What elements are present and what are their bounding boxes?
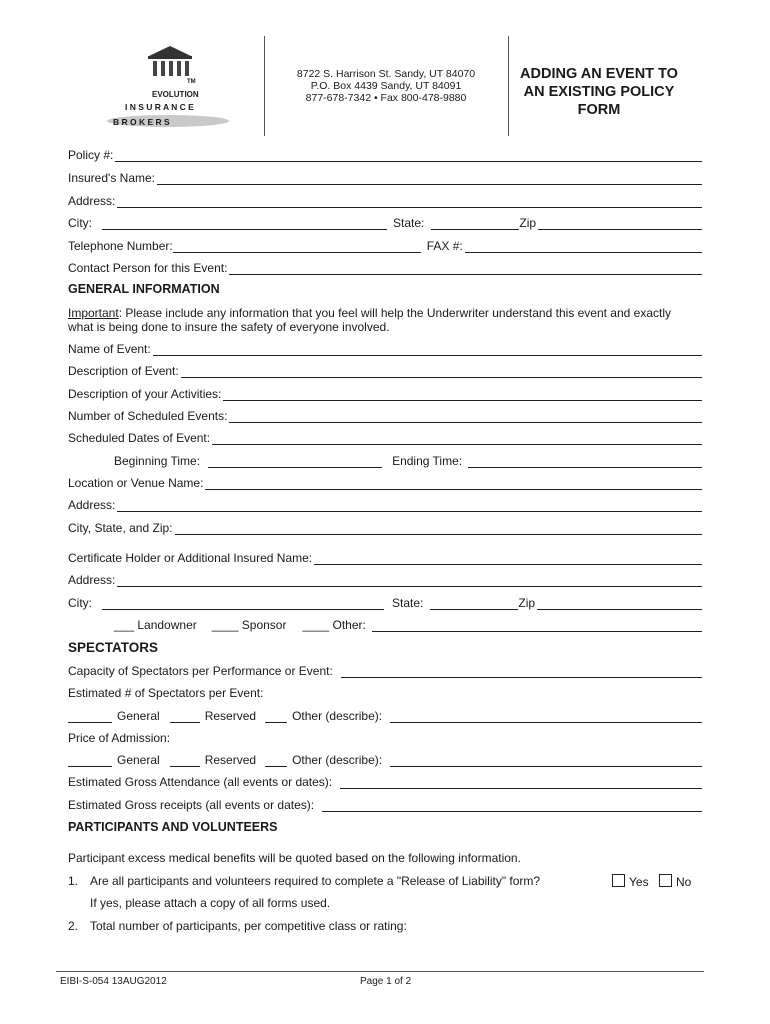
spectators-heading: SPECTATORS	[68, 640, 159, 655]
cert-holder-field[interactable]	[314, 552, 702, 565]
beginning-time-field[interactable]	[208, 455, 382, 468]
venue-address-row	[68, 498, 702, 512]
scheduled-dates-field[interactable]	[212, 432, 702, 445]
logo-tm: TM	[187, 79, 196, 85]
logo-line-brokers: B R O K E R S	[113, 117, 170, 127]
venue-address-label: Address:	[68, 498, 116, 512]
yes-label: Yes	[629, 875, 649, 889]
venue-address-field[interactable]	[117, 499, 702, 512]
sponsor-option[interactable]: ____ Sponsor	[211, 618, 287, 632]
location-row	[68, 476, 702, 490]
page-number: Page 1 of 2	[360, 976, 412, 987]
cert-address-label: Address:	[68, 573, 116, 587]
state-label: State:	[393, 216, 425, 230]
reserved-price-label: Reserved	[204, 753, 257, 767]
address-label: Address:	[68, 194, 116, 208]
other-describe-label: Other (describe):	[292, 709, 383, 723]
cert-city-state-zip-row	[68, 596, 702, 610]
capacity-field[interactable]	[341, 665, 702, 678]
num-events-label: Number of Scheduled Events:	[68, 409, 228, 423]
venue-city-state-zip-field[interactable]	[175, 522, 703, 535]
telephone-field[interactable]	[173, 240, 421, 253]
reserved-label: Reserved	[204, 709, 257, 723]
city-label: City:	[68, 216, 92, 230]
venue-city-state-zip-label: City, State, and Zip:	[68, 521, 173, 535]
question-2-text: Total number of participants, per competitive class or rating:	[90, 919, 407, 933]
gross-receipts-label: Estimated Gross receipts (all events or dates):	[68, 798, 315, 812]
name-of-event-row	[68, 342, 702, 356]
location-label: Location or Venue Name:	[68, 476, 204, 490]
capacity-row	[68, 664, 702, 678]
zip-label: Zip	[519, 216, 537, 230]
release-yes-option[interactable]	[612, 874, 649, 889]
beginning-time-label: Beginning Time:	[114, 454, 201, 468]
important-note-line-1	[68, 306, 708, 320]
release-no-option[interactable]	[659, 874, 691, 889]
yes-checkbox[interactable]	[612, 874, 625, 887]
other-describe-field[interactable]	[390, 710, 702, 723]
company-logo	[105, 42, 235, 132]
address-line-3: 877-678-7342 • Fax 800-478-9880	[305, 92, 467, 104]
logo-line-insurance: I N S U R A N C E	[125, 102, 194, 112]
address-line-2: P.O. Box 4439 Sandy, UT 84091	[310, 80, 462, 92]
scheduled-dates-label: Scheduled Dates of Event:	[68, 431, 211, 445]
capacity-label: Capacity of Spectators per Performance or Event:	[68, 664, 333, 678]
city-state-zip-row	[68, 216, 702, 230]
landowner-option[interactable]: ___ Landowner	[114, 618, 197, 632]
cert-state-label: State:	[392, 596, 424, 610]
insured-name-field[interactable]	[157, 172, 702, 185]
header-divider-left	[264, 36, 265, 136]
address-line-1: 8722 S. Harrison St. Sandy, UT 84070	[296, 68, 476, 80]
gross-attendance-row	[68, 775, 702, 789]
spectators-breakdown-row	[68, 709, 702, 723]
cert-address-field[interactable]	[117, 574, 702, 587]
form-title-line-1: ADDING AN EVENT TO	[520, 66, 678, 82]
cert-holder-row	[68, 551, 702, 565]
participants-heading: PARTICIPANTS AND VOLUNTEERS	[68, 820, 278, 834]
other-price-field[interactable]	[265, 754, 287, 767]
general-spectators-field[interactable]	[68, 710, 112, 723]
policy-field[interactable]	[115, 149, 702, 162]
gross-attendance-field[interactable]	[340, 776, 702, 789]
description-activities-label: Description of your Activities:	[68, 387, 222, 401]
times-row	[114, 454, 702, 468]
insured-name-label: Insured's Name:	[68, 171, 155, 185]
no-checkbox[interactable]	[659, 874, 672, 887]
no-label: No	[676, 875, 692, 889]
contact-person-row	[68, 261, 702, 275]
city-field[interactable]	[102, 217, 387, 230]
building-columns-icon	[145, 44, 195, 80]
general-information-heading: GENERAL INFORMATION	[68, 282, 220, 296]
location-field[interactable]	[205, 477, 702, 490]
other-option[interactable]: ____ Other:	[302, 618, 366, 632]
num-events-row	[68, 409, 702, 423]
reserved-spectators-field[interactable]	[170, 710, 200, 723]
telephone-label: Telephone Number:	[68, 239, 173, 253]
address-row	[68, 194, 702, 208]
address-field[interactable]	[117, 195, 702, 208]
cert-city-field[interactable]	[102, 597, 384, 610]
state-field[interactable]	[431, 217, 519, 230]
ending-time-label: Ending Time:	[392, 454, 463, 468]
cert-address-row	[68, 573, 702, 587]
price-of-admission-label: Price of Admission:	[68, 731, 171, 745]
scheduled-dates-row	[68, 431, 702, 445]
other-relationship-field[interactable]	[372, 619, 702, 632]
cert-city-label: City:	[68, 596, 92, 610]
price-breakdown-row	[68, 753, 702, 767]
general-price-field[interactable]	[68, 754, 112, 767]
form-id: EIBI-S-054 13AUG2012	[60, 976, 167, 987]
fax-label: FAX #:	[426, 239, 463, 253]
cert-state-field[interactable]	[430, 597, 518, 610]
gross-attendance-label: Estimated Gross Attendance (all events or dates):	[68, 775, 333, 789]
fax-field[interactable]	[465, 240, 702, 253]
description-activities-field[interactable]	[223, 388, 702, 401]
description-activities-row	[68, 387, 702, 401]
zip-field[interactable]	[538, 217, 702, 230]
general-price-label: General	[117, 753, 160, 767]
important-label: Important	[68, 306, 119, 320]
gross-receipts-row	[68, 798, 702, 812]
cert-holder-label: Certificate Holder or Additional Insured Name:	[68, 551, 313, 565]
other-price-describe-label: Other (describe):	[292, 753, 383, 767]
header-divider-right	[508, 36, 509, 136]
general-label: General	[117, 709, 160, 723]
reserved-price-field[interactable]	[170, 754, 200, 767]
policy-row	[68, 148, 702, 162]
name-of-event-label: Name of Event:	[68, 342, 151, 356]
cert-zip-label: Zip	[518, 596, 536, 610]
description-event-field[interactable]	[181, 365, 702, 378]
telephone-fax-row	[68, 239, 702, 253]
other-price-describe-field[interactable]	[390, 754, 702, 767]
footer-rule	[56, 971, 704, 972]
important-text: : Please include any information that you feel will help the Underwriter understand this event and exactly	[118, 306, 672, 320]
other-spectators-field[interactable]	[265, 710, 287, 723]
question-1-number: 1.	[68, 874, 79, 888]
important-note-line-2: what is being done to insure the safety of everyone involved.	[68, 320, 390, 334]
policy-label: Policy #:	[68, 148, 114, 162]
description-event-label: Description of Event:	[68, 364, 179, 378]
cert-zip-field[interactable]	[537, 597, 702, 610]
question-2-number: 2.	[68, 919, 79, 933]
description-event-row	[68, 364, 702, 378]
form-title-line-2: AN EXISTING POLICY	[523, 84, 675, 100]
insured-name-row	[68, 171, 702, 185]
question-1-note: If yes, please attach a copy of all forms used.	[90, 896, 331, 910]
form-title-line-3: FORM	[577, 102, 621, 118]
name-of-event-field[interactable]	[153, 343, 702, 356]
ending-time-field[interactable]	[468, 455, 702, 468]
relationship-row	[114, 618, 702, 632]
gross-receipts-field[interactable]	[322, 799, 702, 812]
contact-person-label: Contact Person for this Event:	[68, 261, 228, 275]
num-events-field[interactable]	[229, 410, 702, 423]
participants-intro: Participant excess medical benefits will be quoted based on the following information.	[68, 851, 521, 865]
estimated-spectators-label: Estimated # of Spectators per Event:	[68, 686, 264, 700]
question-1-text: Are all participants and volunteers required to complete a "Release of Liability" form?	[90, 874, 541, 888]
logo-line-evolution: EVOLUTION	[152, 90, 199, 99]
venue-city-state-zip-row	[68, 521, 702, 535]
contact-person-field[interactable]	[229, 262, 702, 275]
